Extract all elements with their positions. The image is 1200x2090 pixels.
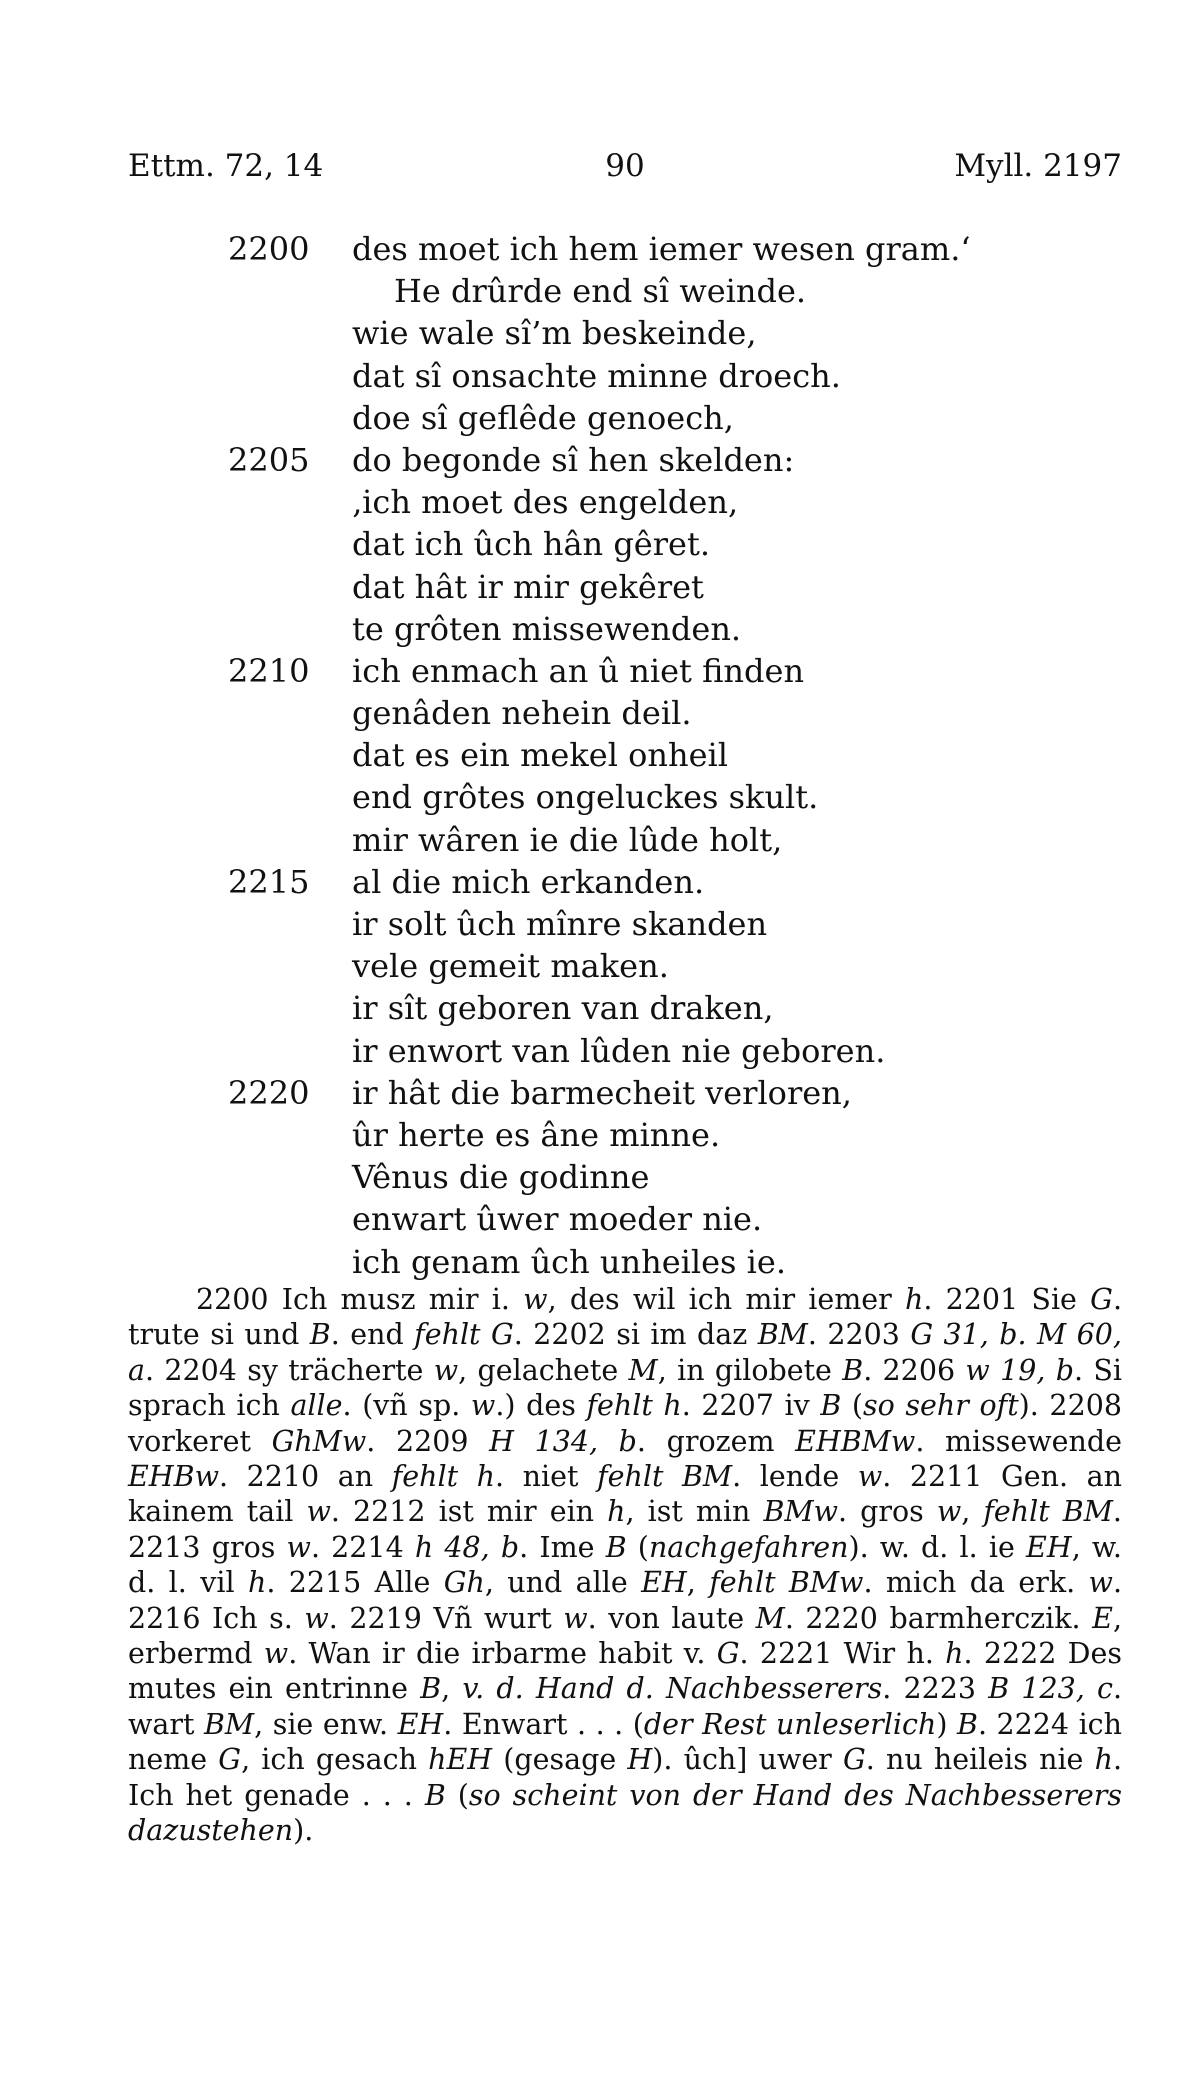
verse-text: He drûrde end sî weinde. [394, 272, 807, 311]
apparatus-text: . 2203 [807, 1318, 911, 1352]
apparatus-text: , ist min [625, 1495, 764, 1529]
apparatus-text: . 2201 Sie [923, 1283, 1091, 1316]
apparatus-siglum: fehlt G [414, 1318, 514, 1352]
apparatus-text: , ich gesach [241, 1743, 429, 1777]
verse-line [0, 397, 1200, 439]
verse-text: dat ich ûch hân gêret. [352, 525, 710, 564]
verse-text: ûr herte es âne minne. [352, 1115, 721, 1154]
apparatus-siglum: EH [1026, 1530, 1072, 1564]
verse-text: vele gemeit maken. [352, 947, 669, 986]
verse-text: genâden nehein deil. [352, 694, 692, 733]
apparatus-text: , des wil ich mir iemer [547, 1283, 906, 1316]
apparatus-siglum: w [857, 1460, 883, 1494]
apparatus-text: , w. d. l. vil [128, 1530, 1122, 1600]
page-number: 90 [605, 148, 645, 184]
verse-line [0, 1114, 1200, 1156]
apparatus-text: ) [936, 1707, 957, 1741]
apparatus-text: . 2213 gros [128, 1495, 1122, 1564]
apparatus-siglum: h 48, b [414, 1530, 520, 1564]
apparatus-text: , [686, 1566, 710, 1600]
apparatus-text: . lende [732, 1460, 858, 1494]
apparatus-siglum: EH [641, 1566, 687, 1600]
apparatus-siglum: B [605, 1530, 627, 1564]
apparatus-text: ). ûch] uwer [652, 1743, 843, 1777]
apparatus-siglum: E [1092, 1601, 1113, 1635]
apparatus-text: , und alle [484, 1566, 642, 1600]
verse-text: do begonde sî hen skelden: [352, 440, 795, 479]
verse-text: des moet ich hem iemer wesen gram.‘ [352, 230, 971, 268]
line-number: 2215 [228, 862, 310, 901]
apparatus-text: , [441, 1672, 463, 1706]
apparatus-siglum: BM [757, 1318, 808, 1352]
apparatus-siglum: fehlt h [586, 1389, 682, 1423]
apparatus-siglum: M [628, 1353, 658, 1387]
apparatus-text: ). w. d. l. ie [848, 1530, 1027, 1564]
verse-text: ich enmach an û niet finden [352, 651, 805, 690]
apparatus-siglum: h [1094, 1743, 1113, 1777]
apparatus-siglum: EHBMw [795, 1424, 916, 1458]
apparatus-text: ). 2208 vorkeret [128, 1389, 1122, 1458]
apparatus-text: . Wan ir die irbarme habit v. [288, 1637, 717, 1671]
apparatus-siglum: B 123, c [988, 1672, 1113, 1706]
apparatus-siglum: w [433, 1353, 459, 1387]
verse-text: ir sît geboren van draken, [352, 989, 774, 1028]
apparatus-siglum: w [286, 1530, 311, 1564]
verse-line [0, 692, 1200, 734]
apparatus-siglum: GhMw [271, 1424, 367, 1458]
apparatus-siglum: M [755, 1601, 785, 1635]
apparatus-text: . 2223 [882, 1672, 989, 1706]
verse-text: wie wale sî’m beskeinde, [352, 314, 757, 353]
apparatus-siglum: nachgefahren [648, 1530, 849, 1564]
apparatus-text: . 2209 [366, 1424, 490, 1458]
apparatus-siglum: Gh [443, 1566, 485, 1600]
verse-text: ir enwort van lûden nie geboren. [352, 1031, 886, 1070]
verse-line [0, 608, 1200, 650]
verse-text: ir solt ûch mînre skanden [352, 905, 768, 943]
apparatus-text: ( [445, 1778, 469, 1812]
apparatus-siglum: BMw [763, 1495, 838, 1529]
running-header [128, 148, 1122, 188]
apparatus-siglum: fehlt BMw [709, 1566, 864, 1600]
verse-line [0, 228, 1200, 270]
verse-line [0, 270, 1200, 312]
verse-line [0, 861, 1200, 903]
apparatus-siglum: fehlt BM [597, 1460, 733, 1494]
verse-line [0, 439, 1200, 481]
apparatus-text: . missewende [915, 1424, 1122, 1458]
apparatus-text: . 2211 Gen. an kainem tail [128, 1460, 1122, 1529]
apparatus-siglum: fehlt h [391, 1460, 496, 1494]
apparatus-text: . Ime [519, 1530, 606, 1564]
apparatus-siglum: B [820, 1389, 842, 1423]
verse-line [0, 1198, 1200, 1240]
apparatus-text: . gros [837, 1495, 937, 1529]
verse-line [0, 945, 1200, 987]
verse-line [0, 523, 1200, 565]
apparatus-siglum: G [1090, 1283, 1113, 1316]
apparatus-text: . 2214 [310, 1530, 415, 1564]
verse-line [0, 566, 1200, 608]
apparatus-text: . 2224 ich neme [128, 1707, 1122, 1777]
verse-text: doe sî geflêde genoech, [352, 398, 734, 437]
apparatus-siglum: hEH [428, 1743, 493, 1777]
verse-line [0, 1030, 1200, 1072]
apparatus-text: . niet [495, 1460, 598, 1494]
apparatus-text: , gelachete [458, 1353, 629, 1387]
apparatus-text: . 2222 Des mutes ein entrinne [128, 1637, 1122, 1706]
apparatus-siglum: BM [203, 1707, 255, 1741]
apparatus-siglum: w [563, 1601, 588, 1635]
apparatus-text: . Enwart . . . ( [443, 1707, 644, 1741]
apparatus-siglum: G [218, 1743, 242, 1777]
verse-line [0, 776, 1200, 818]
verse-line [0, 650, 1200, 692]
apparatus-siglum: h [945, 1637, 964, 1671]
apparatus-siglum: w [936, 1495, 962, 1529]
apparatus-siglum: B [309, 1318, 331, 1352]
apparatus-text: ). [293, 1814, 314, 1848]
header-right-reference: Myll. 2197 [954, 148, 1122, 184]
apparatus-siglum: w [523, 1283, 548, 1316]
apparatus-siglum: B [842, 1353, 864, 1387]
apparatus-siglum: w 19, b [965, 1353, 1074, 1387]
apparatus-text: ( [841, 1389, 864, 1423]
apparatus-siglum: G 31, b. M 60, a [128, 1318, 1122, 1387]
apparatus-text: . 2206 [863, 1353, 966, 1387]
apparatus-text: .) des [495, 1389, 587, 1423]
apparatus-siglum: EHBw [128, 1460, 219, 1494]
apparatus-text: . Si sprach ich [128, 1353, 1122, 1423]
apparatus-text: (gesage [492, 1743, 628, 1777]
verse-line [0, 1156, 1200, 1198]
verse-text: mir wâren ie die lûde holt, [352, 820, 783, 859]
verse-line [0, 734, 1200, 776]
apparatus-paragraph [128, 1282, 1122, 1849]
apparatus-text: . 2202 si im daz [513, 1318, 758, 1352]
apparatus-text: . 2207 iv [681, 1389, 821, 1423]
apparatus-text: , [961, 1495, 984, 1529]
verse-text: ich genam ûch unheiles ie. [352, 1242, 786, 1281]
apparatus-siglum: w [304, 1601, 329, 1635]
apparatus-text: . 2204 sy trächerte [145, 1353, 434, 1387]
apparatus-text: . 2221 Wir h. [739, 1637, 946, 1671]
apparatus-siglum: w [1088, 1566, 1113, 1600]
apparatus-siglum: w [263, 1637, 289, 1671]
apparatus-siglum: B [957, 1707, 978, 1741]
apparatus-text: . 2212 ist mir ein [330, 1495, 608, 1529]
apparatus-siglum: v. d. Hand d. Nachbesserers [462, 1672, 883, 1706]
verse-line [0, 987, 1200, 1029]
apparatus-text: . wart [128, 1672, 1122, 1741]
apparatus-text: 2200 Ich musz mir i. [196, 1283, 524, 1316]
apparatus-siglum: H 134, b [489, 1424, 637, 1458]
apparatus-text: , erbermd [128, 1601, 1123, 1671]
verse-line [0, 903, 1200, 945]
apparatus-text: . end [330, 1318, 415, 1352]
apparatus-text: . 2215 Alle [266, 1566, 444, 1600]
verse-text: dat hât ir mir gekêret [352, 567, 704, 606]
verse-line [0, 1241, 1200, 1283]
apparatus-siglum: h [607, 1495, 626, 1529]
line-number: 2200 [228, 230, 310, 268]
apparatus-text: . (vñ sp. [342, 1389, 471, 1423]
apparatus-siglum: EH [397, 1707, 444, 1741]
apparatus-text: . 2210 an [219, 1460, 392, 1494]
apparatus-siglum: so sehr oft [863, 1389, 1019, 1423]
verse-line [0, 1072, 1200, 1114]
verse-text: ir hât die barmecheit verloren, [352, 1073, 852, 1112]
apparatus-text: . 2216 Ich s. [128, 1566, 1123, 1635]
header-left-reference: Ettm. 72, 14 [128, 148, 324, 184]
apparatus-text: . 2220 barmherczik. [784, 1601, 1093, 1635]
verse-text: Vênus die godinne [352, 1158, 650, 1197]
apparatus-siglum: der Rest unleserlich [643, 1707, 937, 1741]
apparatus-siglum: fehlt BM [983, 1495, 1113, 1529]
apparatus-siglum: B [420, 1672, 442, 1706]
verse-text: dat sî onsachte minne droech. [352, 356, 841, 395]
apparatus-text: , in gilobete [657, 1353, 843, 1387]
apparatus-siglum: w [470, 1389, 496, 1423]
verse-line [0, 355, 1200, 397]
verse-text: ‚ich moet des engelden, [352, 483, 739, 522]
apparatus-siglum: h [247, 1566, 267, 1600]
apparatus-text: . nu heileis nie [865, 1743, 1095, 1777]
apparatus-text: . mich da erk. [863, 1566, 1089, 1600]
critical-apparatus [128, 1282, 1122, 1849]
verse-text: end grôtes ongeluckes skult. [352, 778, 819, 817]
apparatus-siglum: B [424, 1778, 446, 1812]
apparatus-text: . 2219 Vñ wurt [328, 1601, 564, 1635]
apparatus-siglum: h [905, 1283, 924, 1316]
verse-line [0, 312, 1200, 354]
apparatus-text: . trute si und [128, 1283, 1122, 1352]
verse-text: enwart ûwer moeder nie. [352, 1200, 763, 1239]
apparatus-text: . grozem [636, 1424, 796, 1458]
verse-text: al die mich erkanden. [352, 862, 705, 901]
apparatus-siglum: alle [290, 1389, 343, 1423]
apparatus-text: ( [626, 1530, 649, 1564]
apparatus-siglum: H [627, 1743, 653, 1777]
apparatus-siglum: w [306, 1495, 331, 1529]
verse-text: te grôten missewenden. [352, 609, 742, 648]
verse-text: dat es ein mekel onheil [352, 736, 728, 775]
line-number: 2205 [228, 440, 310, 479]
apparatus-siglum: G [842, 1743, 866, 1777]
apparatus-text: . von laute [587, 1601, 756, 1635]
apparatus-text: , sie enw. [254, 1707, 398, 1741]
apparatus-siglum: G [716, 1637, 740, 1671]
line-number: 2210 [228, 651, 310, 690]
verse-line [0, 481, 1200, 523]
verse-line [0, 819, 1200, 861]
verse-block [0, 228, 1200, 1283]
line-number: 2220 [228, 1073, 310, 1112]
apparatus-text: . Ich het genade . . . [128, 1743, 1123, 1812]
apparatus-siglum: so scheint von der Hand des Nachbesserers dazustehen [128, 1778, 1122, 1848]
